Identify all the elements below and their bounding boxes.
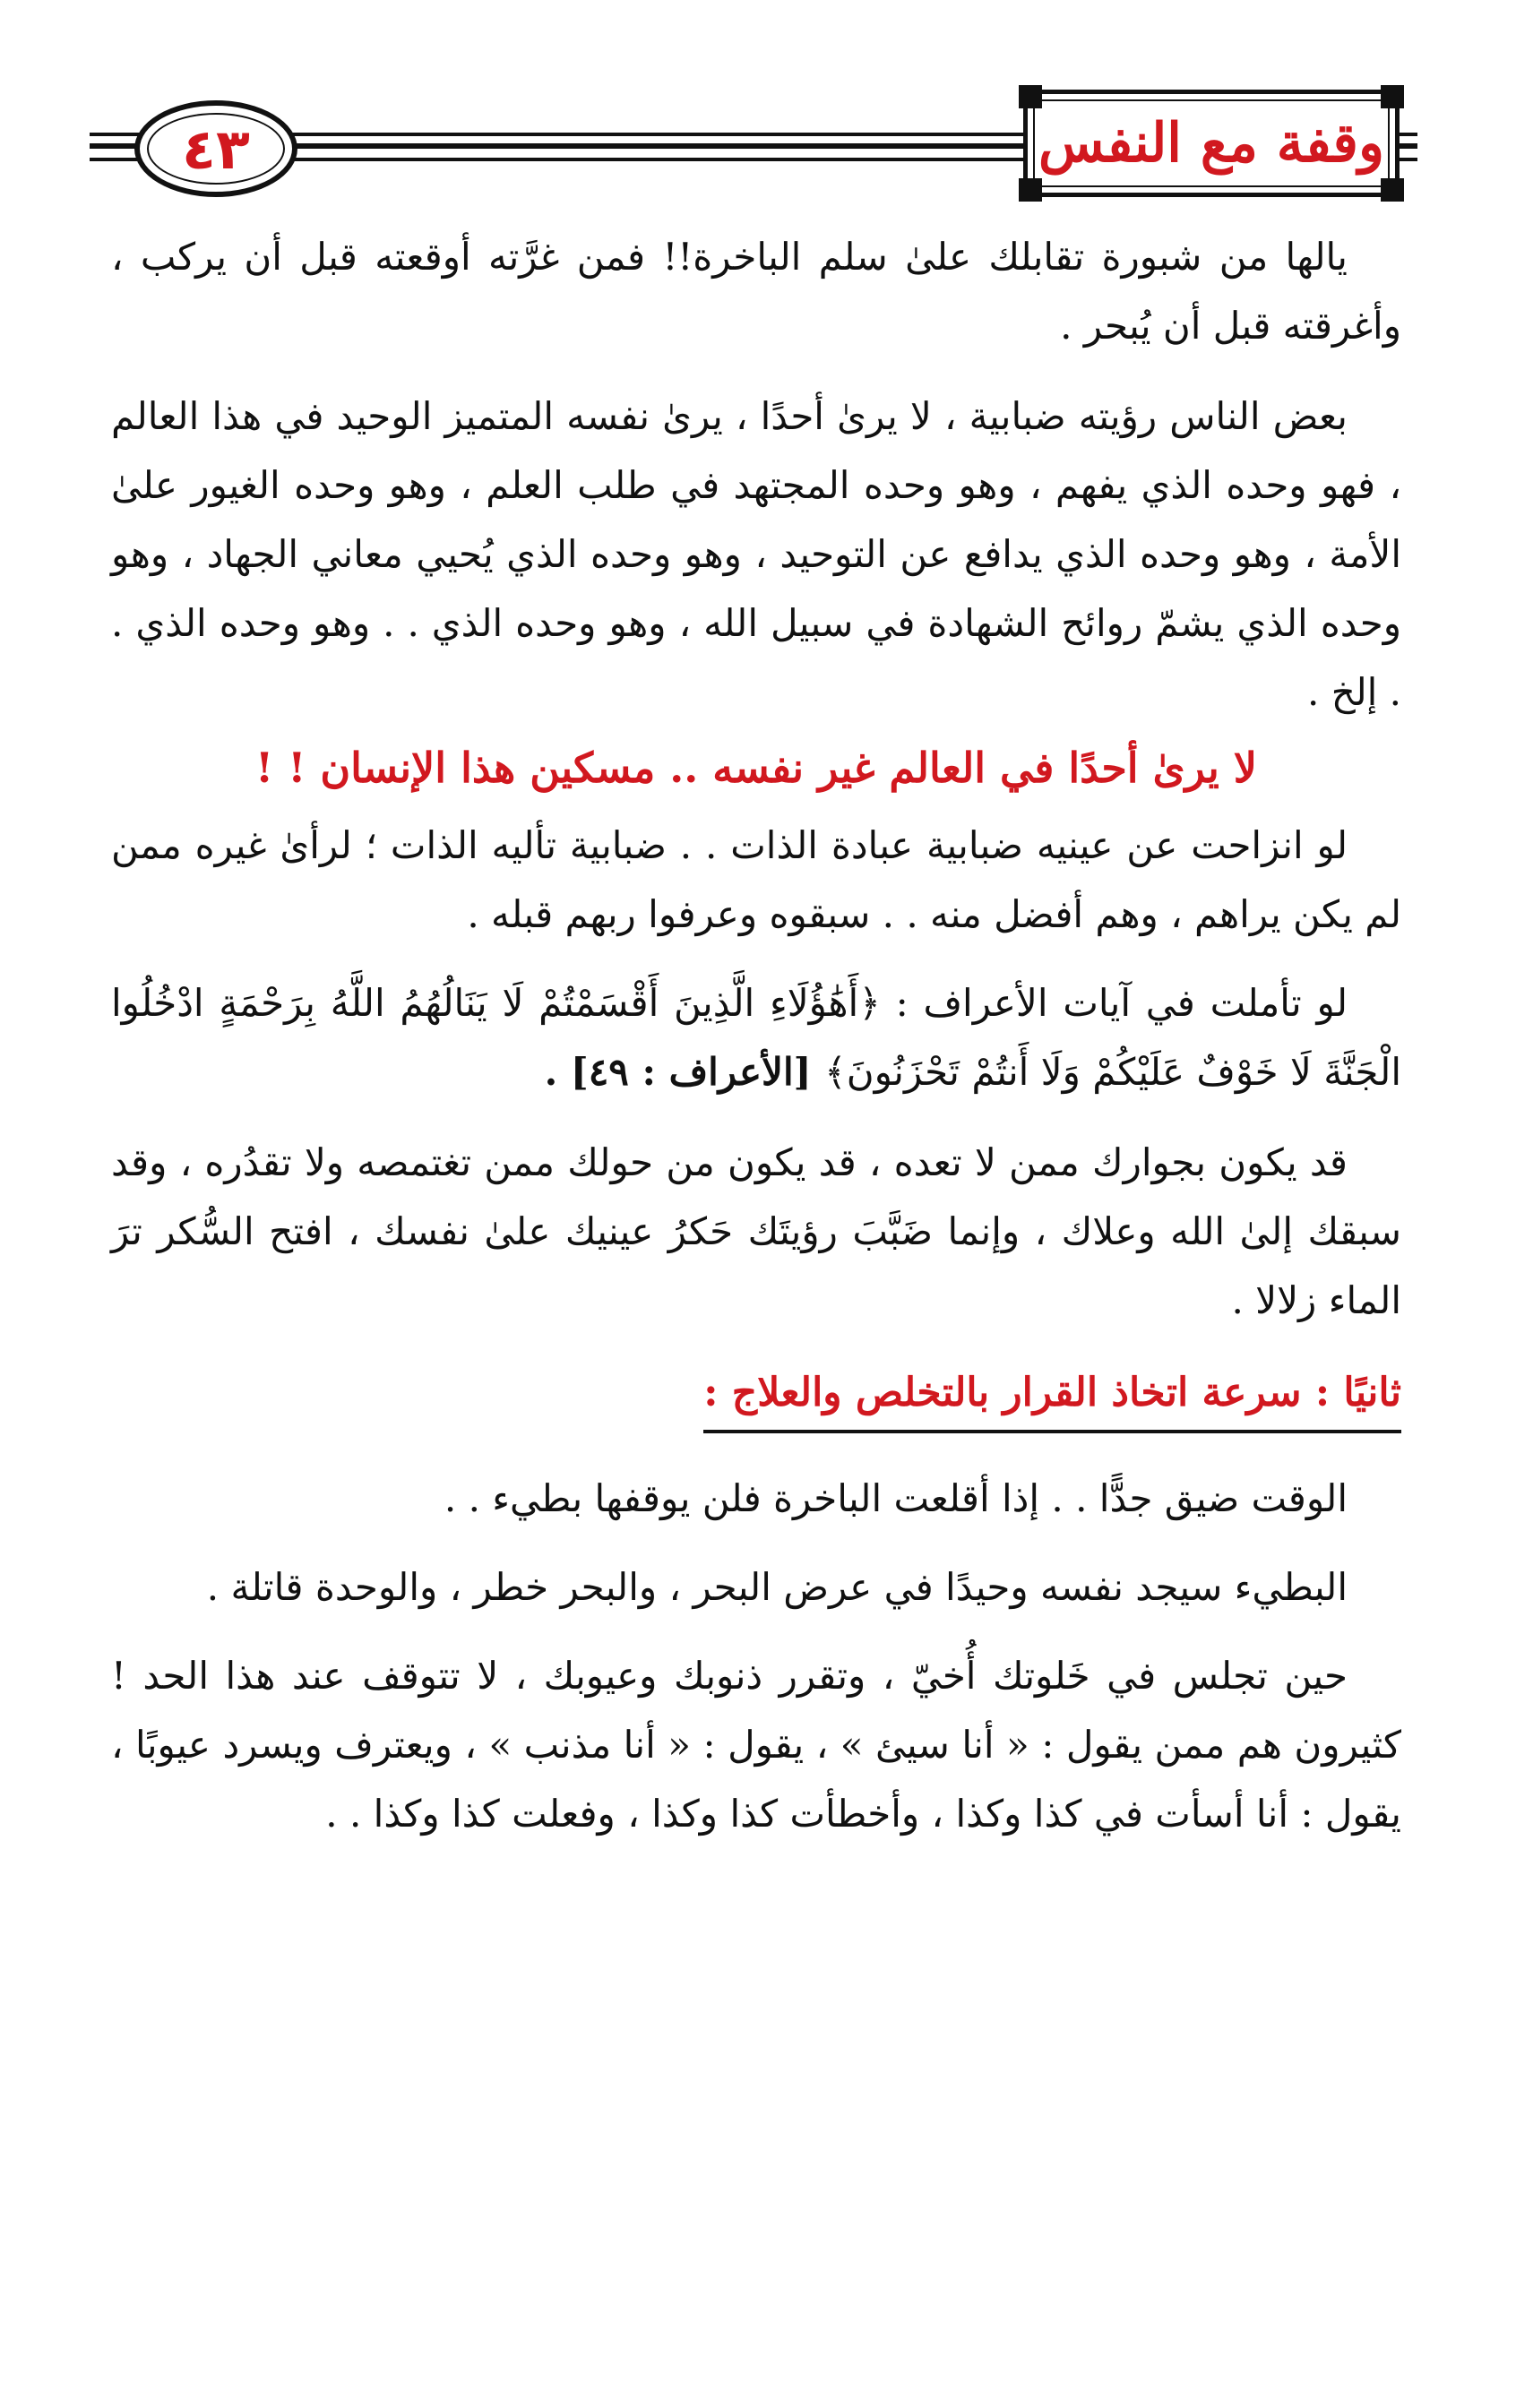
running-title: وقفة مع النفس [1038,112,1384,175]
paragraph: يالها من شبورة تقابلك علىٰ سلم الباخرة!! فمن غرَّته أوقعته قبل أن يركب ، وأغرقته قبل أن يُبحر . [111,235,1401,348]
running-title-frame [1023,90,1400,197]
paragraph-quran [111,968,1401,1106]
paragraph: لو انزاحت عن عينيه ضبابية عبادة الذات . . ضبابية تأليه الذات ؛ لرأىٰ غيره ممن لم يكن يراهم ، وهم أفضل منه . . سبقوه وعرفوا ربهم قبله . [111,823,1401,936]
page-header [0,0,1516,215]
section-heading-text: ثانيًا : سرعة اتخاذ القرار بالتخلص والعلاج : [703,1362,1401,1433]
quran-verse: ﴿أَهَٰؤُلَاءِ الَّذِينَ أَقْسَمْتُمْ لَا يَنَالُهُمُ اللَّهُ بِرَحْمَةٍ ادْخُلُوا الْجَنَّةَ لَا خَوْفٌ عَلَيْكُمْ وَلَا أَنتُمْ تَحْزَنُونَ﴾ [111,981,1401,1094]
paragraph: حين تجلس في خَلوتك أُخيّ ، وتقرر ذنوبك وعيوبك ، لا تتوقف عند هذا الحد ! كثيرون هم ممن يقول : « أنا سيئ » ، يقول : « أنا مذنب » ، ويعترف ويسرد عيوبًا ، يقول : أنا أسأت في كذا وكذا ، وأخطأت كذا وكذا ، وفعلت كذا وكذا . . [111,1654,1401,1836]
paragraph: الوقت ضيق جدًّا . . إذا أقلعت الباخرة فلن يوقفها بطيء . . [444,1476,1348,1520]
page-number-badge [134,100,297,197]
quran-intro: لو تأملت في آيات الأعراف : [880,981,1348,1025]
paragraph: بعض الناس رؤيته ضبابية ، لا يرىٰ أحدًا ، يرىٰ نفسه المتميز الوحيد في هذا العالم ، فهو وحده الذي يفهم ، وهو وحده المجتهد في طلب العلم ، وهو وحده الغيور علىٰ الأمة ، وهو وحده الذي يدافع عن التوحيد ، وهو وحده الذي يُحيي معاني الجهاد ، وهو وحده الذي يشمّ روائح الشهادة في سبيل الله ، وهو وحده الذي . . وهو وحده الذي . . إلخ . [111,394,1401,714]
page-number: ٤٣ [182,116,250,182]
paragraph: قد يكون بجوارك ممن لا تعده ، قد يكون من حولك ممن تغتمصه ولا تقدُره ، وقد سبقك إلىٰ الله وعلاك ، وإنما ضَبَّبَ رؤيتَك حَكرُ عينيك علىٰ نفسك ، افتح السُّكر ترَ الماء زلالا . [111,1140,1401,1322]
paragraph: البطيء سيجد نفسه وحيدًا في عرض البحر ، والبحر خطر ، والوحدة قاتلة . [206,1565,1348,1609]
page-body [111,222,1401,1868]
verse-reference: [الأعراف : ٤٩] . [544,1050,825,1094]
highlight-heading: لا يرىٰ أحدًا في العالم غير نفسه .. مسكين هذا الإنسان ! ! [254,744,1257,792]
section-heading [111,1362,1401,1433]
